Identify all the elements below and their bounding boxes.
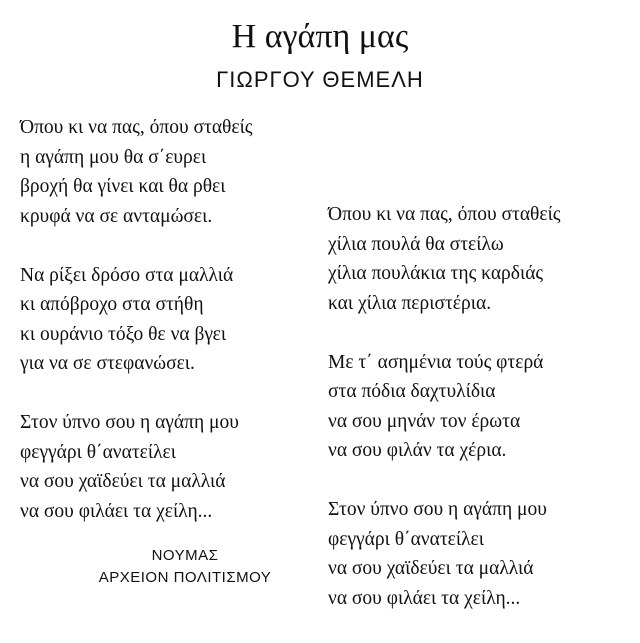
verse-line: βροχή θα γίνει και θα ρθει [20, 176, 226, 197]
poem-title: Η αγάπη μας [231, 18, 409, 55]
source-name: ΝΟΥΜΑΣ [151, 547, 219, 564]
stanza [328, 495, 628, 613]
verse-line: Στον ύπνο σου η αγάπη μου [20, 412, 239, 433]
left-column [20, 113, 310, 556]
verse-line: Στον ύπνο σου η αγάπη μου [328, 499, 547, 520]
verse-line: κρυφά να σε ανταμώσει. [20, 205, 213, 227]
stanza [328, 348, 628, 466]
stanza [20, 408, 310, 526]
verse-line: για να σε στεφανώσει. [20, 353, 195, 374]
verse-line: κι ουράνιο τόξο θε να βγει [20, 323, 227, 345]
verse-line: στα πόδια δαχτυλίδια [328, 381, 496, 402]
verse-line: να σου χαϊδεύει τα μαλλιά [20, 471, 226, 492]
source-credit [60, 545, 310, 589]
right-column [328, 200, 628, 643]
verse-line: φεγγάρι θ΄ανατείλει [328, 528, 484, 550]
verse-line: να σου φιλάει τα χείλη... [328, 587, 521, 609]
verse-line: χίλια πουλά θα στείλω [328, 233, 504, 255]
stanza [328, 200, 628, 318]
verse-line: να σου χαϊδεύει τα μαλλιά [328, 558, 534, 579]
verse-line: φεγγάρι θ΄ανατείλει [20, 441, 176, 463]
stanza [20, 261, 310, 379]
verse-line: Όπου κι να πας, όπου σταθείς [20, 117, 253, 138]
verse-line: Όπου κι να πας, όπου σταθείς [328, 204, 561, 225]
stanza [20, 113, 310, 231]
verse-line: κι απόβροχο στα στήθη [20, 294, 204, 315]
verse-line: Να ρίξει δρόσο στα μαλλιά [20, 264, 234, 286]
verse-line: χίλια πουλάκια της καρδιάς [328, 263, 544, 284]
source-archive: ΑΡΧΕΙΟΝ ΠΟΛΙΤΙΣΜΟΥ [98, 569, 272, 586]
verse-line: να σου φιλάει τα χείλη... [20, 500, 213, 522]
verse-line: να σου φιλάν τα χέρια. [328, 440, 507, 461]
verse-line: να σου μηνάν τον έρωτα [328, 410, 521, 432]
verse-line: η αγάπη μου θα σ΄ευρει [20, 146, 207, 168]
poem-author: ΓΙΩΡΓΟΥ ΘΕΜΕΛΗ [216, 67, 424, 92]
verse-line: και χίλια περιστέρια. [328, 292, 492, 314]
verse-line: Με τ΄ ασημένια τούς φτερά [328, 351, 544, 373]
